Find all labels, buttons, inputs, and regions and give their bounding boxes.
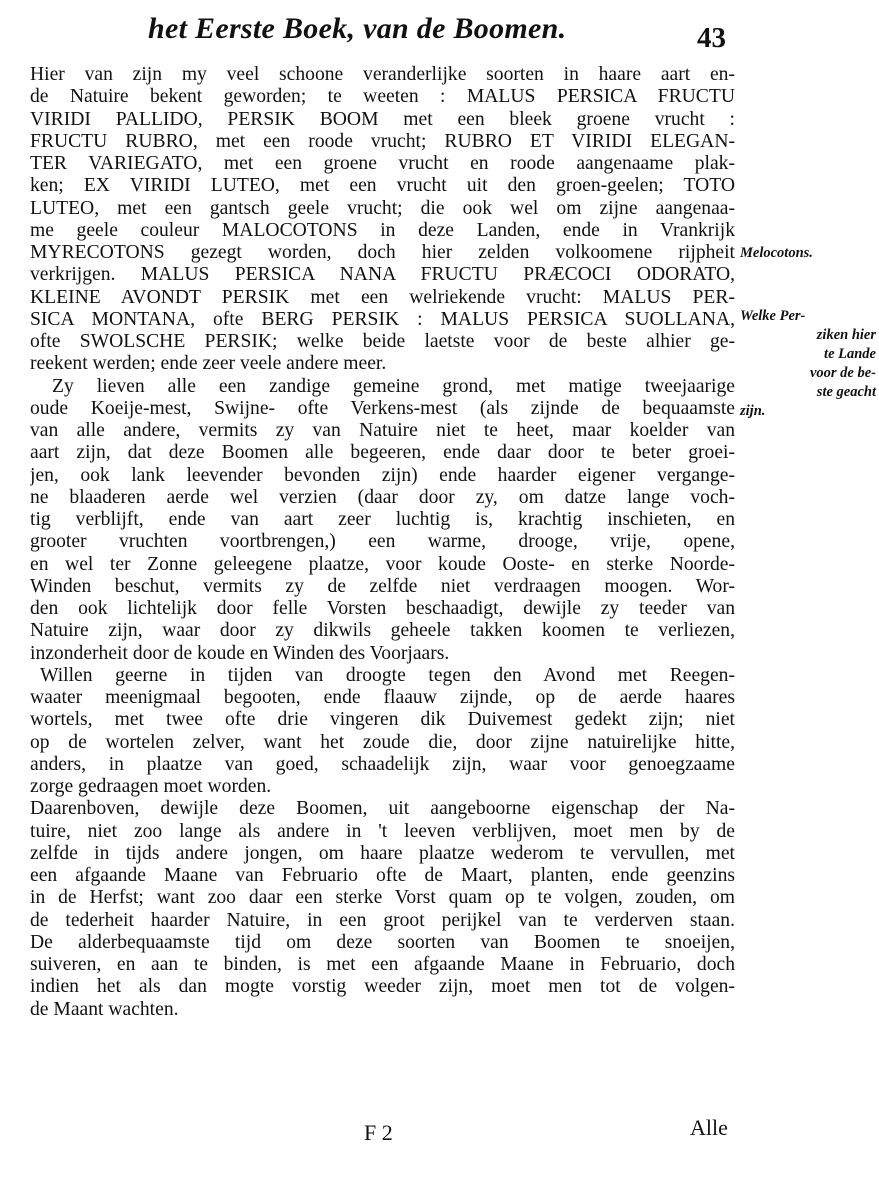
page-number: 43 [697, 22, 726, 54]
text-line: en wel ter Zonne geleegene plaatze, voor koude Ooste- en sterke Noorde- [30, 553, 735, 575]
text-line: inzonderheit door de koude en Winden des Voorjaars. [30, 642, 450, 664]
text-line: op de wortelen zelver, want het zoude die, door zijne natuirelijke hitte, [30, 731, 735, 753]
text-line: jen, ook lank leevender bevonden zijn) ende haarder eigener vergange- [30, 464, 735, 486]
margin-note-perziken [740, 307, 876, 421]
text-line: ne blaaderen aerde wel verzien (daar door zy, om datze lange voch- [30, 486, 735, 508]
text-line: tuire, niet zoo lange als andere in 't leeven verblijven, moet men by de [30, 820, 735, 842]
text-line: me geele couleur MALOCOTONS in deze Landen, ende in Vrankrijk [30, 219, 735, 241]
text-line: tig verblijft, ende van aart zeer luchtig is, krachtig inschieten, en [30, 509, 735, 530]
text-line: een afgaande Maane van Februario ofte de Maart, planten, ende geenzins [30, 865, 735, 886]
text-line: Natuire zijn, waar door zy dikwils geheele takken koomen te verliezen, [30, 620, 735, 642]
text-line: TER VARIEGATO, met een groene vrucht en roode aangenaame plak- [30, 153, 735, 174]
text-line: waater meenigmaal begooten, ende flaauw zijnde, op de aerde haares [30, 687, 735, 708]
text-line: in de Herfst; want zoo daar een sterke Vorst quam op te volgen, zouden, om [30, 887, 735, 909]
text-line: oude Koeije-mest, Swijne- ofte Verkens-mest (als zijnde de bequaamste [30, 397, 735, 419]
margin-note-line: Welke Per- [740, 308, 806, 324]
text-line: grooter vruchten voortbrengen,) een warme, drooge, vrije, opene, [30, 531, 735, 553]
text-line: de tederheit haarder Natuire, in een groot perijkel van te verderven staan. [30, 909, 735, 931]
text-line: FRUCTU RUBRO, met een roode vrucht; RUBRO ET VIRIDI ELEGAN- [30, 130, 735, 152]
text-line: Hier van zijn my veel schoone veranderlijke soorten in haare aart en- [30, 64, 735, 85]
margin-note-line: ziken hier [816, 327, 876, 343]
text-line: VIRIDI PALLIDO, PERSIK BOOM met een bleek groene vrucht : [30, 108, 735, 130]
text-line: zelfde in tijds andere jongen, om haare plaatze wederom te vervullen, met [30, 842, 735, 864]
margin-note-line: te Lande [824, 346, 876, 362]
text-line: de Maant wachten. [30, 998, 179, 1020]
text-line: aart zijn, dat deze Boomen alle begeeren, ende daar door te beter groei- [30, 442, 735, 464]
text-line: ken; EX VIRIDI LUTEO, met een vrucht uit den groen-geelen; TOTO [30, 175, 735, 197]
text-line: De alderbequaamste tijd om deze soorten van Boomen te snoeijen, [30, 931, 735, 953]
catchword: Alle [690, 1115, 728, 1140]
text-line: verkrijgen. MALUS PERSICA NANA FRUCTU PRÆCOCI ODORATO, [30, 264, 735, 286]
text-line: indien het als dan mogte vorstig weeder zijn, moet men tot de volgen- [30, 976, 735, 998]
text-line: anders, in plaatze van goed, schaadelijk zijn, waar voor genoegzaame [30, 753, 735, 775]
text-line: den ook lichtelijk door felle Vorsten beschaadigt, dewijle zy teeder van [30, 598, 735, 619]
text-line: SICA MONTANA, ofte BERG PERSIK : MALUS PERSICA SUOLLANA, [30, 308, 735, 330]
running-head-title: het Eerste Boek, van de Boomen. [148, 12, 567, 45]
signature-mark: F 2 [364, 1120, 393, 1145]
body-text [30, 64, 735, 1021]
text-line: zorge gedraagen moet worden. [30, 776, 272, 797]
text-line: van alle andere, vermits zy van Natuire niet te heet, maar koelder van [30, 420, 735, 441]
text-line: Daarenboven, dewijle deze Boomen, uit aangeboorne eigenschap der Na- [30, 798, 735, 820]
text-line: Zy lieven alle een zandige gemeine grond, met matige tweejaarige [52, 375, 735, 397]
text-line: wortels, met twee ofte drie vingeren dik Duivemest gedekt zijn; niet [30, 709, 735, 731]
margin-note-line: ste geacht [816, 384, 876, 400]
margin-note-line: zijn. [740, 403, 766, 419]
text-line: suiveren, en aan te binden, is met een afgaande Maane in Februario, doch [30, 954, 735, 975]
text-line: LUTEO, met een gantsch geele vrucht; die ook wel om zijne aangenaa- [30, 197, 735, 219]
text-line: Winden beschut, vermits zy de zelfde niet verdraagen moogen. Wor- [30, 575, 735, 597]
text-line: KLEINE AVONDT PERSIK met een welriekende vrucht: MALUS PER- [30, 286, 735, 308]
text-line: ofte SWOLSCHE PERSIK; welke beide laetste voor de beste alhier ge- [30, 331, 735, 352]
margin-note-line: voor de be- [809, 365, 876, 381]
text-line: reekent werden; ende zeer veele andere meer. [30, 353, 387, 375]
text-line: de Natuire bekent geworden; te weeten : MALUS PERSICA FRUCTU [30, 86, 735, 108]
margin-note-melocotons: Melocotons. [740, 245, 813, 261]
text-line: Willen geerne in tijden van droogte tegen den Avond met Reegen- [40, 664, 735, 686]
text-line: MYRECOTONS gezegt worden, doch hier zelden volkoomene rijpheit [30, 242, 735, 263]
